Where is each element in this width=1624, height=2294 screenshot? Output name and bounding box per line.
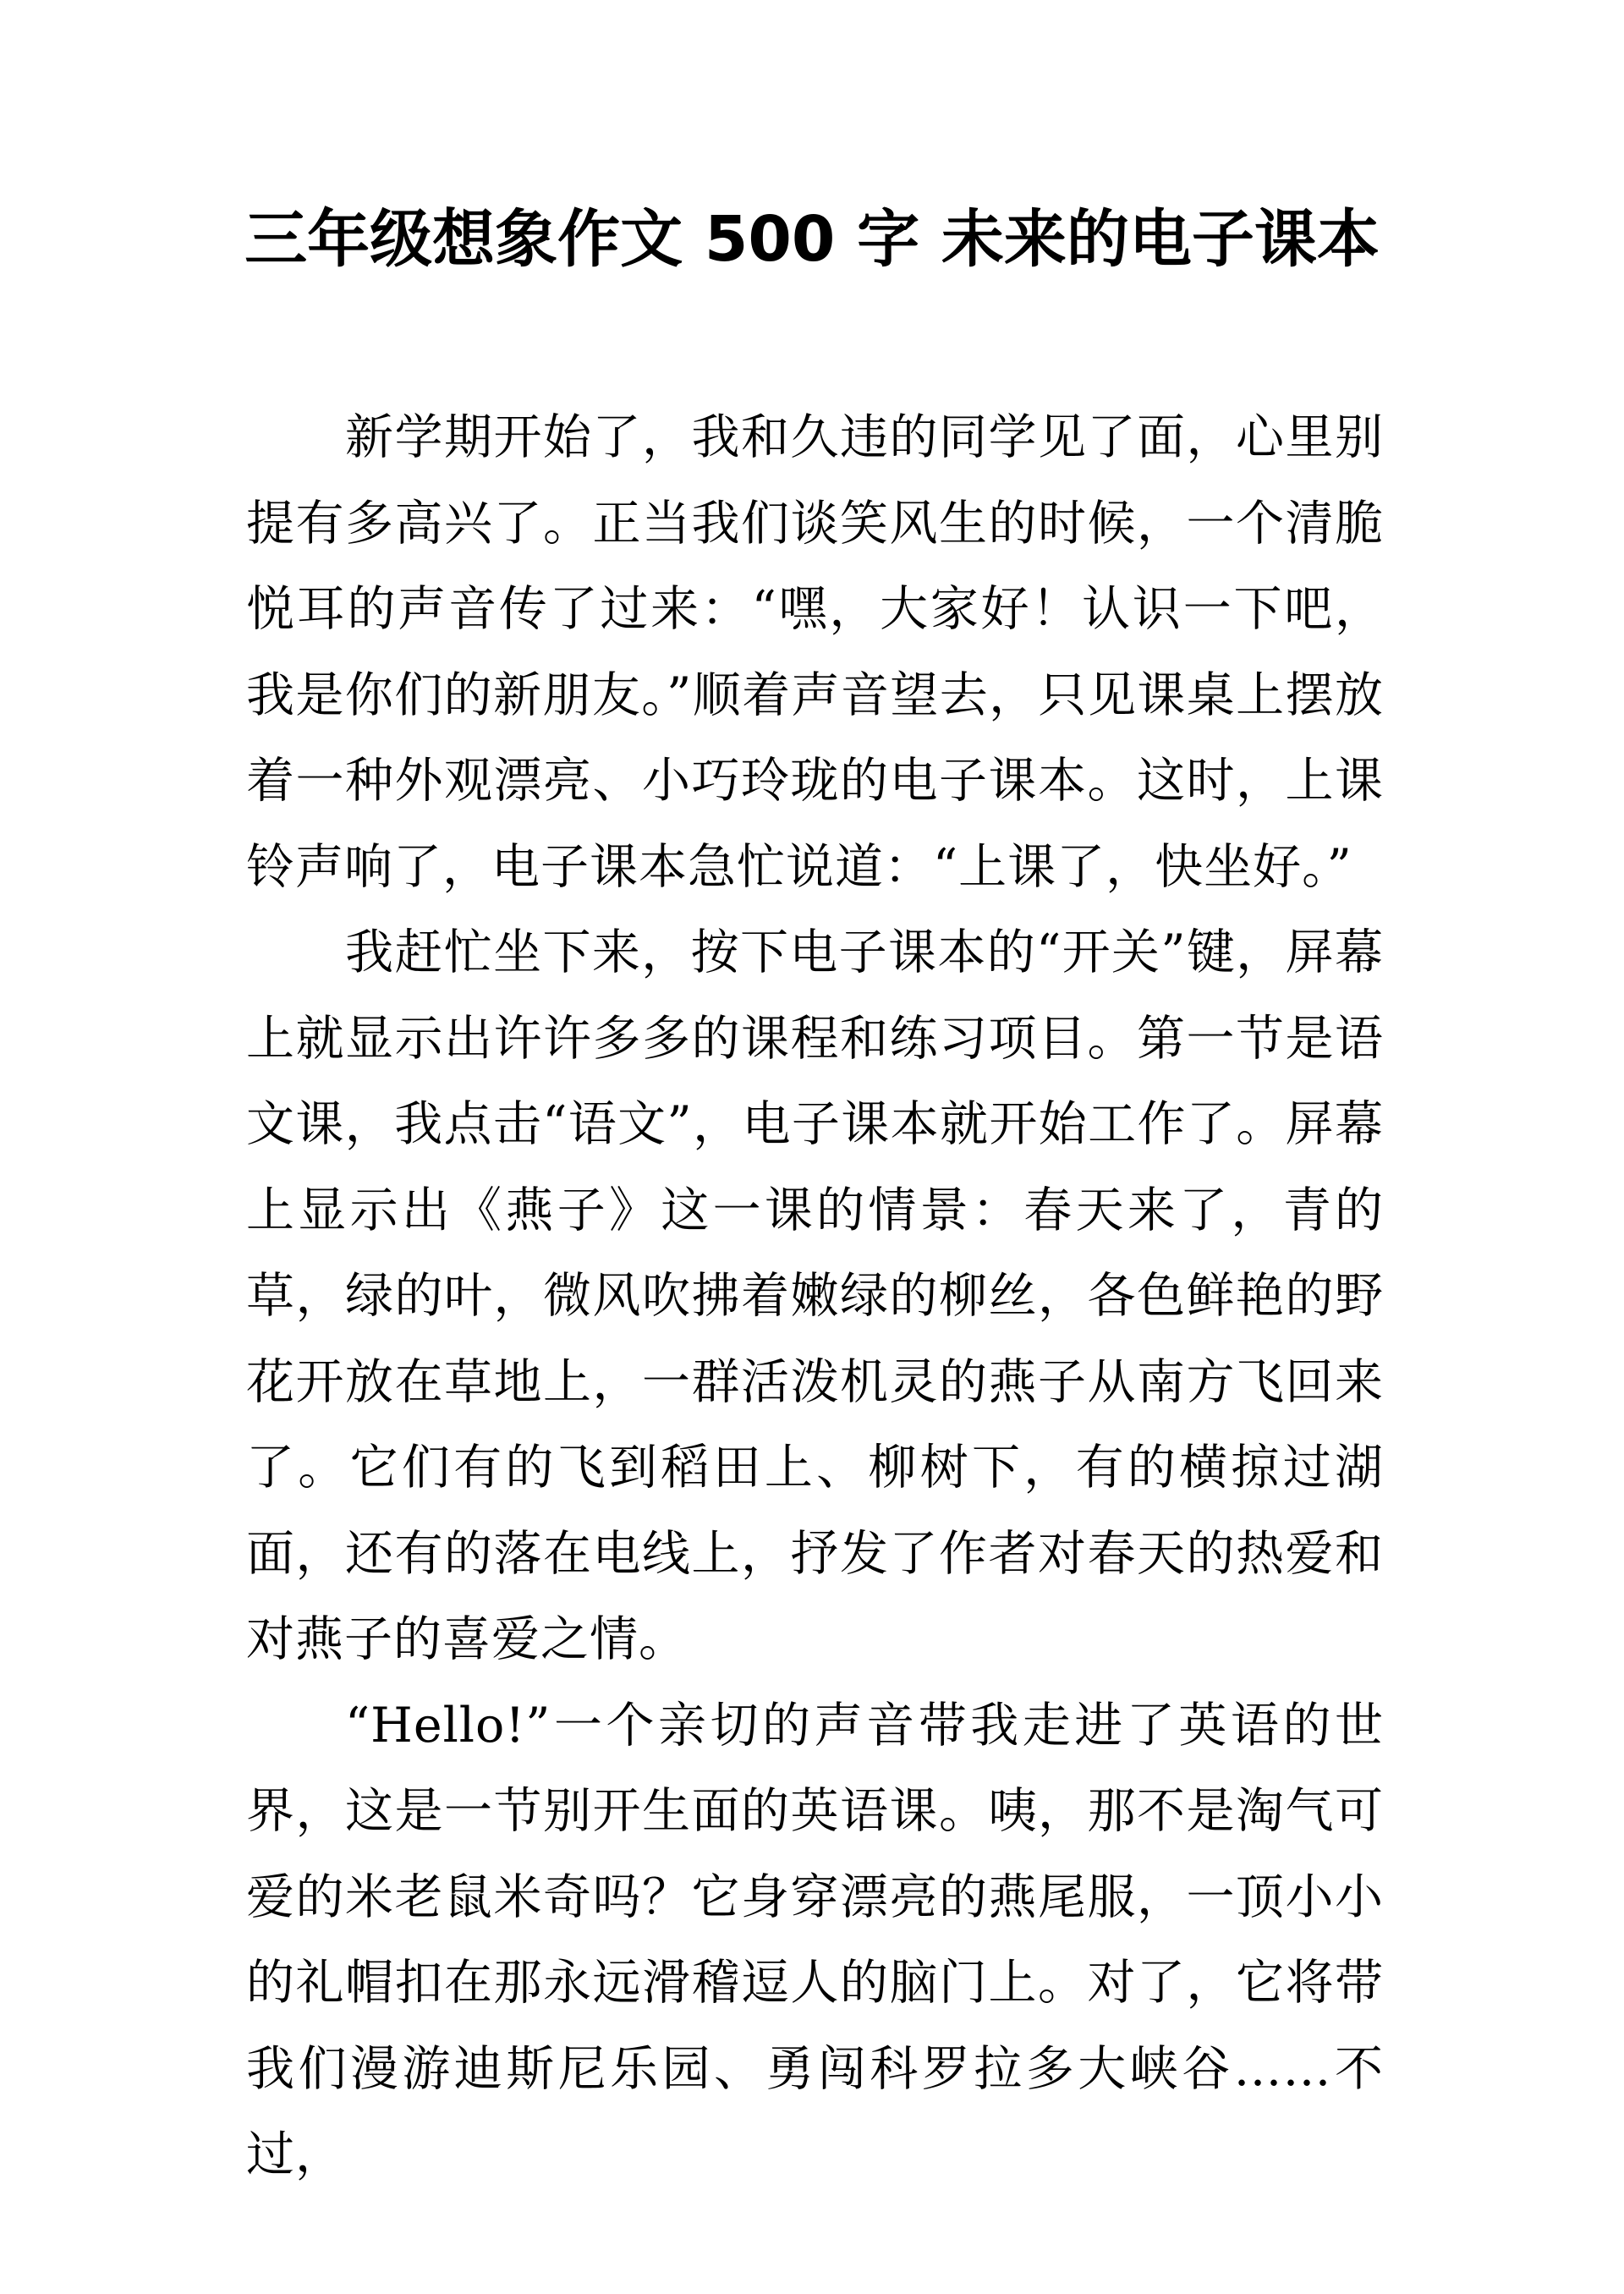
document-body xyxy=(246,395,1384,2198)
paragraph-3: “Hello!”一个亲切的声音带我走进了英语的世界，这是一节别开生面的英语课。咦，那不是淘气可爱的米老鼠米奇吗？它身穿漂亮的燕尾服，一顶小小的礼帽扣在那永远滑稽逗人的脑门上。对了，它将带我们漫游迪斯尼乐园、勇闯科罗拉多大峡谷……不过， xyxy=(246,1697,1384,2182)
paragraph-2: 我赶忙坐下来，按下电子课本的“开关”键，屏幕上就显示出许许多多的课程和练习项目。第一节是语文课，我点击“语文”，电子课本就开始工作了。屏幕上显示出《燕子》这一课的情景：春天来了，青的草，绿的叶，微风吹拂着嫩绿的柳丝，各色鲜艳的野花开放在草地上，一群活泼机灵的燕子从南方飞回来了。它们有的飞到稻田上、柳树下，有的横掠过湖面，还有的落在电线上，抒发了作者对春天的热爱和对燕子的喜爱之情。 xyxy=(246,925,1384,1667)
document-title: 三年级想象作文 500 字 未来的电子课本 xyxy=(244,203,1380,276)
paragraph-1: 新学期开始了，我和久违的同学见了面，心里别提有多高兴了。正当我们谈笑风生的时候，一个清脆悦耳的声音传了过来：“嘿，大家好！认识一下吧，我是你们的新朋友。”顺着声音望去，只见课桌上摆放着一种外观漂亮、小巧玲珑的电子课本。这时，上课铃声响了，电子课本急忙说道：“上课了，快坐好。” xyxy=(246,409,1384,895)
